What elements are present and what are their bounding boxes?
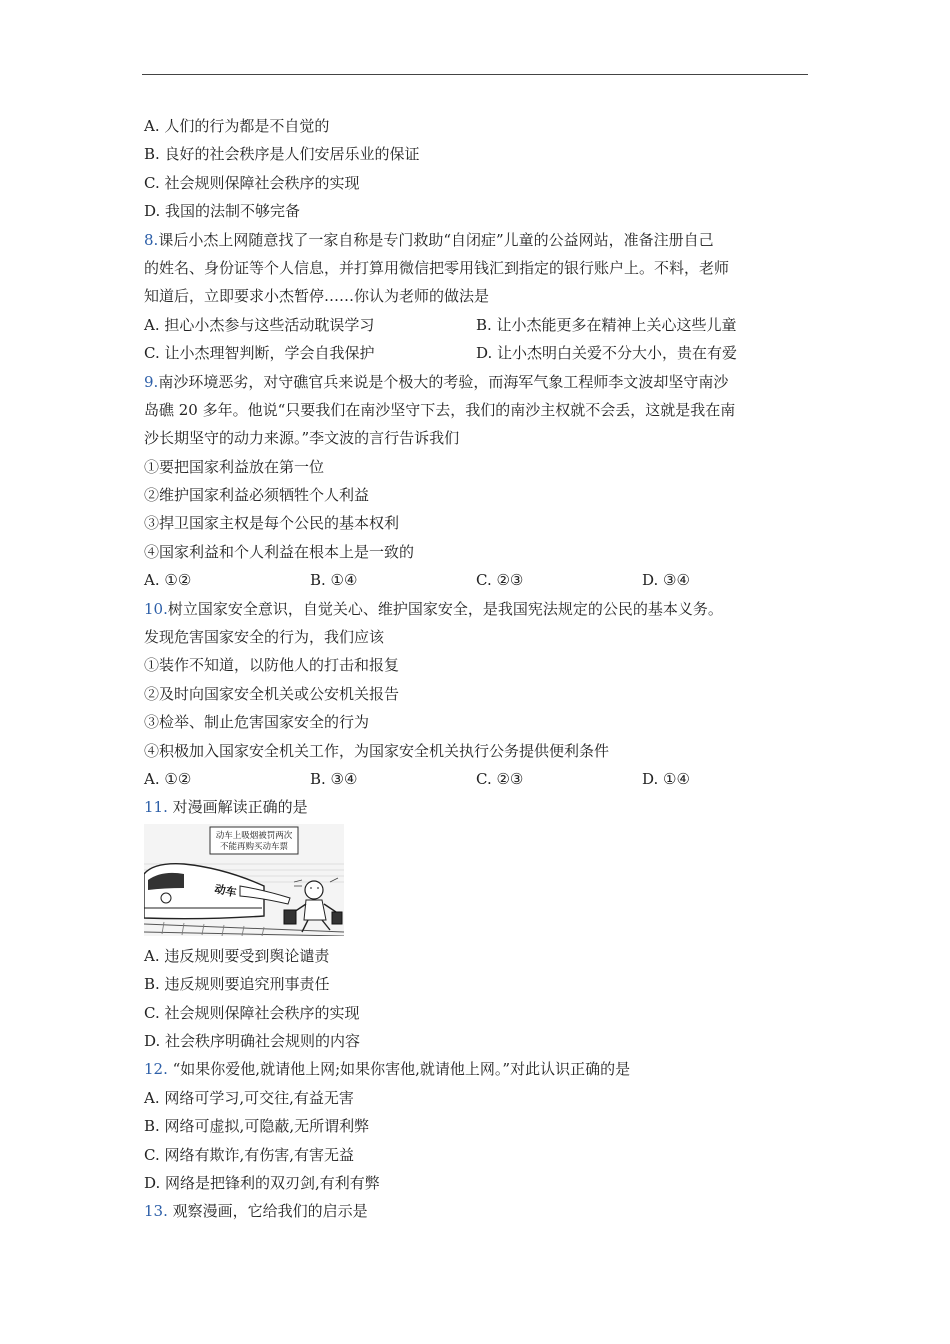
q9-option-b[interactable]: B. ①④: [310, 571, 358, 590]
question-12: [144, 1055, 810, 1197]
q9-options-row: [144, 566, 810, 594]
question-13: [144, 1197, 810, 1225]
q9-number: 9.: [144, 372, 159, 391]
q11-cartoon-caption-2: 不能再购买动车票: [219, 841, 289, 852]
q11-cartoon-train-label: 动车: [213, 881, 238, 900]
q9-statement-3: ③捍卫国家主权是每个公民的基本权利: [144, 514, 400, 533]
q10-stem-line-1: [144, 595, 810, 623]
q10-option-d[interactable]: D. ①④: [642, 769, 690, 788]
q9-statement-2: ②维护国家利益必须牺牲个人利益: [144, 486, 370, 505]
q11-cartoon-image: [144, 824, 344, 936]
q10-statement-4: ④积极加入国家安全机关工作，为国家安全机关执行公务提供便利条件: [144, 741, 610, 760]
q10-stem-text-1: 树立国家安全意识，自觉关心、维护国家安全，是我国宪法规定的公民的基本义务。: [167, 599, 723, 618]
q9-option-c[interactable]: C. ②③: [476, 571, 524, 590]
q12-option-c[interactable]: C. 网络有欺诈,有伤害,有害无益: [144, 1145, 355, 1164]
q11-stem-text: 对漫画解读正确的是: [172, 798, 308, 817]
q8-options-row-2: [144, 339, 810, 367]
q12-stem-text: “如果你爱他,就请他上网;如果你害他,就请他上网。”对此认识正确的是: [172, 1060, 631, 1079]
q10-statement-1: ①装作不知道，以防他人的打击和报复: [144, 656, 400, 675]
q9-statement-4: ④国家利益和个人利益在根本上是一致的: [144, 542, 415, 561]
q12-option-a[interactable]: A. 网络可学习,可交往,有益无害: [144, 1088, 354, 1107]
q9-stem-line-2: 岛礁 20 多年。他说“只要我们在南沙坚守下去，我们的南沙主权就不会丢，这就是我在南: [144, 400, 736, 419]
q8-stem-line-3: 知道后，立即要求小杰暂停……你认为老师的做法是: [144, 287, 490, 306]
q8-option-a[interactable]: A. 担心小杰参与这些活动耽误学习: [144, 315, 375, 334]
q11-option-a[interactable]: A. 违反规则要受到舆论谴责: [144, 946, 330, 965]
q10-statement-2: ②及时向国家安全机关或公安机关报告: [144, 684, 400, 703]
q9-stem-line-1: [144, 368, 810, 396]
q7-option-c[interactable]: C. 社会规则保障社会秩序的实现: [144, 173, 360, 192]
header-rule: [142, 74, 808, 75]
question-10: [144, 595, 810, 794]
q10-statement-3: ③检举、制止危害国家安全的行为: [144, 713, 370, 732]
q7-option-b[interactable]: B. 良好的社会秩序是人们安居乐业的保证: [144, 145, 420, 164]
q8-stem-text-1: 课后小杰上网随意找了一家自称是专门救助“自闭症”儿童的公益网站，准备注册自己: [158, 230, 714, 249]
q10-options-row: [144, 765, 810, 793]
q13-number: 13.: [144, 1202, 168, 1221]
q10-option-b[interactable]: B. ③④: [310, 769, 358, 788]
q9-stem-line-3: 沙长期坚守的动力来源。”李文波的言行告诉我们: [144, 429, 460, 448]
q12-stem: [144, 1055, 810, 1083]
q9-option-a[interactable]: A. ①②: [144, 571, 192, 590]
q11-option-d[interactable]: D. 社会秩序明确社会规则的内容: [144, 1031, 361, 1050]
question-7-options: [144, 112, 810, 226]
q12-number: 12.: [144, 1060, 168, 1079]
q10-stem-line-2: 发现危害国家安全的行为，我们应该: [144, 628, 385, 647]
q11-number: 11.: [144, 798, 168, 817]
q9-statement-1: ①要把国家利益放在第一位: [144, 457, 325, 476]
q8-stem-line-2: 的姓名、身份证等个人信息，并打算用微信把零用钱汇到指定的银行账户上。不料，老师: [144, 258, 730, 277]
q10-option-a[interactable]: A. ①②: [144, 769, 192, 788]
question-9: [144, 368, 810, 595]
q10-number: 10.: [144, 599, 168, 618]
q11-cartoon-caption-1: 动车上吸烟被罚两次: [215, 830, 293, 841]
q8-option-b[interactable]: B. 让小杰能更多在精神上关心这些儿童: [476, 315, 737, 334]
q8-stem-line-1: [144, 226, 810, 254]
q13-stem: [144, 1197, 810, 1225]
q8-options-row-1: [144, 311, 810, 339]
q10-option-c[interactable]: C. ②③: [476, 769, 524, 788]
q11-stem: [144, 793, 810, 821]
q8-option-c[interactable]: C. 让小杰理智判断，学会自我保护: [144, 344, 375, 363]
exam-content: [144, 112, 810, 1226]
question-8: [144, 226, 810, 368]
q9-stem-text-1: 南沙环境恶劣，对守礁官兵来说是个极大的考验，而海军气象工程师李文波却坚守南沙: [158, 372, 729, 391]
q12-option-b[interactable]: B. 网络可虚拟,可隐蔽,无所谓利弊: [144, 1117, 370, 1136]
q13-stem-text: 观察漫画，它给我们的启示是: [172, 1202, 368, 1221]
question-11: [144, 793, 810, 1055]
q8-number: 8.: [144, 230, 159, 249]
q11-option-c[interactable]: C. 社会规则保障社会秩序的实现: [144, 1003, 360, 1022]
q8-option-d[interactable]: D. 让小杰明白关爱不分大小，贵在有爱: [476, 344, 738, 363]
q9-option-d[interactable]: D. ③④: [642, 571, 690, 590]
q11-option-b[interactable]: B. 违反规则要追究刑事责任: [144, 975, 330, 994]
q7-option-a[interactable]: A. 人们的行为都是不自觉的: [144, 117, 330, 135]
q7-option-d[interactable]: D. 我国的法制不够完备: [144, 202, 301, 221]
q12-option-d[interactable]: D. 网络是把锋利的双刃剑,有利有弊: [144, 1173, 380, 1192]
